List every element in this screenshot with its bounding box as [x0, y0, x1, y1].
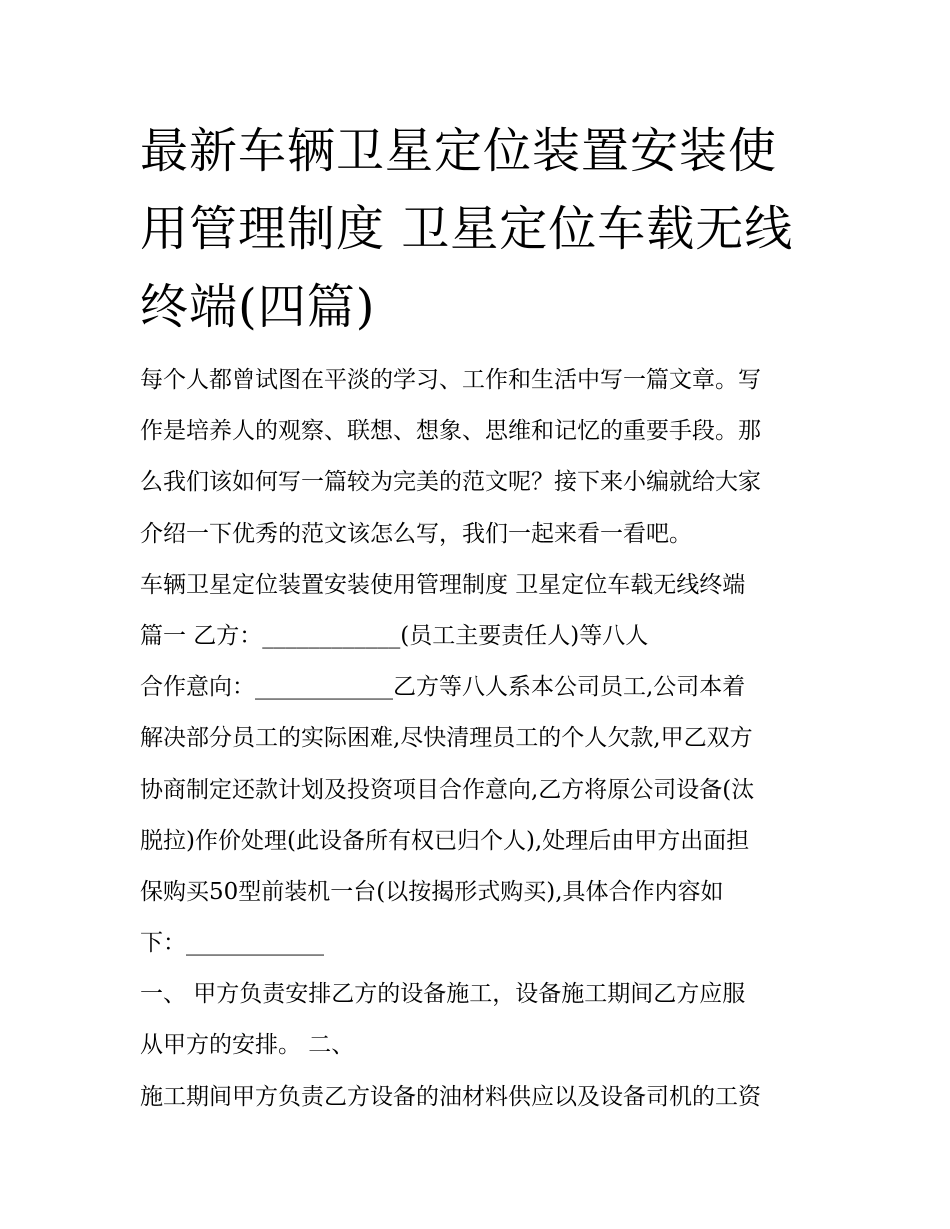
body-line: 协商制定还款计划及投资项目合作意向,乙方将原公司设备(汰: [140, 776, 755, 803]
title-line: 用管理制度 卫星定位车载无线: [140, 201, 794, 257]
body-line: 介绍一下优秀的范文该怎么写，我们一起来看一看吧。: [140, 520, 692, 547]
title-line: 最新车辆卫星定位装置安装使: [140, 123, 778, 179]
document-title: [140, 112, 830, 346]
document-body: [140, 355, 820, 1123]
body-line: 解决部分员工的实际困难,尽快清理员工的个人欠款,甲乙双方: [140, 725, 753, 752]
body-line: 一、 甲方负责安排乙方的设备施工，设备施工期间乙方应服: [140, 981, 746, 1008]
body-line: 合作意向：____________乙方等八人系本公司员工,公司本着: [140, 674, 746, 701]
body-line: 保购买50型前装机一台(以按揭形式购买),具体合作内容如: [140, 878, 724, 905]
section-heading-line: 车辆卫星定位装置安装使用管理制度 卫星定位车载无线终端: [140, 571, 746, 598]
body-line: 脱拉)作价处理(此设备所有权已归个人),处理后由甲方出面担: [140, 827, 750, 854]
body-line: 下：____________: [140, 930, 324, 957]
body-line: 篇一 乙方：____________(员工主要责任人)等八人: [140, 622, 649, 649]
body-line: 从甲方的安排。 二、: [140, 1032, 355, 1059]
body-line: 么我们该如何写一篇较为完美的范文呢？接下来小编就给大家: [140, 469, 761, 496]
body-line: 施工期间甲方负责乙方设备的油材料供应以及设备司机的工资: [140, 1083, 761, 1110]
title-line: 终端(四篇): [140, 279, 376, 335]
body-line: 每个人都曾试图在平淡的学习、工作和生活中写一篇文章。写: [140, 367, 761, 393]
body-line: 作是培养人的观察、联想、想象、思维和记忆的重要手段。那: [140, 418, 761, 445]
